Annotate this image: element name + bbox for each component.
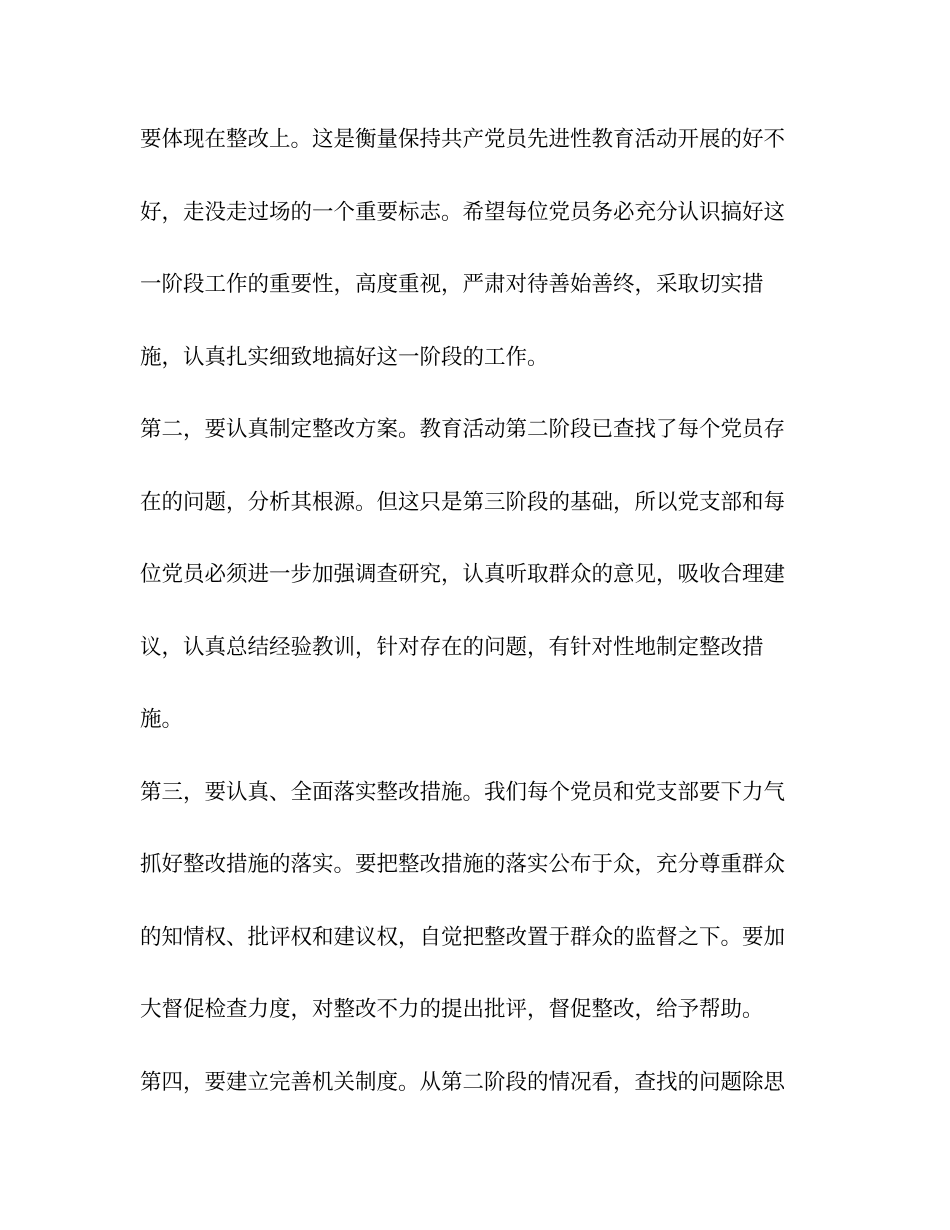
text-line: 好，走没走过场的一个重要标志。希望每位党员务必充分认识搞好这 (140, 199, 786, 225)
text-line: 议，认真总结经验教训，针对存在的问题，有针对性地制定整改措 (140, 634, 764, 660)
text-line: 要体现在整改上。这是衡量保持共产党员先进性教育活动开展的好不 (140, 127, 786, 152)
text-line: 施。 (140, 707, 184, 732)
body-text (140, 118, 800, 1133)
text-line: 在的问题，分析其根源。但这只是第三阶段的基础，所以党支部和每 (140, 489, 786, 515)
text-line: 抓好整改措施的落实。要把整改措施的落实公布于众，充分尊重群众 (140, 852, 786, 877)
text-line: 第四，要建立完善机关制度。从第二阶段的情况看，查找的问题除思 (140, 1069, 786, 1095)
text-line: 第三，要认真、全面落实整改措施。我们每个党员和党支部要下力气 (140, 779, 786, 805)
text-line: 位党员必须进一步加强调查研究，认真听取群众的意见，吸收合理建 (140, 562, 786, 587)
text-line: 第二，要认真制定整改方案。教育活动第二阶段已查找了每个党员存 (140, 417, 786, 442)
text-line: 大督促检查力度，对整改不力的提出批评，督促整改，给予帮助。 (140, 997, 764, 1022)
text-line: 一阶段工作的重要性，高度重视，严肃对待善始善终，采取切实措 (140, 272, 764, 297)
text-line: 的知情权、批评权和建议权，自觉把整改置于群众的监督之下。要加 (140, 924, 786, 950)
text-line: 施，认真扎实细致地搞好这一阶段的工作。 (140, 344, 549, 370)
